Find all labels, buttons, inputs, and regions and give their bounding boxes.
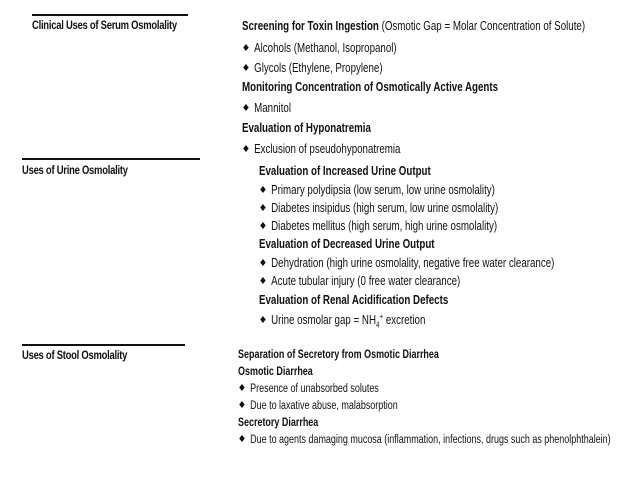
urine-bullet-osmolar-gap-suffix: excretion [383, 313, 426, 328]
urine-section-label: Uses of Urine Osmolality [22, 165, 128, 177]
stool-section-label: Uses of Stool Osmolality [22, 350, 128, 362]
urine-bullet-dehydration-text: Dehydration (high urine osmolality, negative free water clearance) [271, 256, 555, 270]
stool-heading-separation: Separation of Secretory from Osmotic Diarrhea [238, 349, 439, 361]
bullet-diamond-icon [260, 186, 266, 193]
urine-heading-increased: Evaluation of Increased Urine Output [259, 164, 431, 178]
bullet-diamond-icon [239, 435, 245, 442]
urine-bullet-polydipsia-text: Primary polydipsia (low serum, low urine osmolality) [271, 183, 495, 197]
urine-section-rule [22, 158, 200, 160]
serum-section-rule [32, 14, 188, 16]
urine-bullet-insipidus [261, 201, 498, 215]
stool-heading-osmotic: Osmotic Diarrhea [238, 366, 313, 378]
bullet-diamond-icon [260, 259, 266, 266]
urine-bullet-osmolar-gap-prefix: Urine osmolar gap = NH [271, 313, 377, 328]
urine-heading-decreased: Evaluation of Decreased Urine Output [259, 237, 435, 251]
urine-bullet-mellitus-text: Diabetes mellitus (high serum, high urine osmolality) [271, 219, 498, 233]
serum-heading-monitoring: Monitoring Concentration of Osmotically Active Agents [242, 80, 499, 94]
bullet-diamond-icon [260, 204, 266, 211]
stool-bullet-laxative-text: Due to laxative abuse, malabsorption [250, 400, 398, 412]
bullet-diamond-icon [260, 222, 266, 229]
stool-bullet-mucosa [240, 434, 611, 446]
urine-bullet-insipidus-text: Diabetes insipidus (high serum, low urine osmolality) [271, 201, 499, 215]
serum-bullet-alcohols [244, 41, 397, 55]
bullet-diamond-icon [239, 401, 245, 408]
bullet-diamond-icon [260, 316, 266, 323]
serum-heading-toxin-note: (Osmotic Gap = Molar Concentration of Solute) [381, 19, 586, 33]
bullet-diamond-icon [243, 104, 249, 111]
stool-bullet-unabsorbed [240, 383, 379, 395]
urine-bullet-dehydration [261, 256, 554, 270]
urine-bullet-osmolar-gap-sup: + [379, 312, 384, 321]
serum-bullet-mannitol-text: Mannitol [254, 101, 291, 115]
bullet-diamond-icon [243, 44, 249, 51]
urine-bullet-polydipsia [261, 183, 495, 197]
bullet-diamond-icon [243, 64, 249, 71]
stool-bullet-unabsorbed-text: Presence of unabsorbed solutes [250, 383, 379, 395]
bullet-diamond-icon [260, 277, 266, 284]
urine-bullet-osmolar-gap [261, 312, 425, 330]
serum-heading-hyponatremia: Evaluation of Hyponatremia [242, 121, 371, 135]
serum-bullet-alcohols-text: Alcohols (Methanol, Isopropanol) [254, 41, 397, 55]
bullet-diamond-icon [243, 145, 249, 152]
urine-bullet-mellitus [261, 219, 497, 233]
bullet-diamond-icon [239, 384, 245, 391]
serum-bullet-pseudo [244, 142, 400, 156]
serum-bullet-glycols-text: Glycols (Ethylene, Propylene) [254, 61, 383, 75]
serum-heading-toxin-title: Screening for Toxin Ingestion [242, 19, 379, 33]
serum-heading-toxin [242, 19, 585, 33]
stool-bullet-mucosa-text: Due to agents damaging mucosa (inflammation, infections, drugs such as phenolphthalein) [250, 434, 611, 446]
urine-bullet-osmolar-gap-sub: 4 [376, 320, 380, 330]
serum-section-label: Clinical Uses of Serum Osmolality [32, 20, 177, 32]
stool-section-rule [22, 344, 185, 346]
serum-bullet-mannitol [244, 101, 291, 115]
stool-bullet-laxative [240, 400, 398, 412]
urine-heading-acidification: Evaluation of Renal Acidification Defects [259, 293, 449, 307]
urine-bullet-tubular [261, 274, 460, 288]
serum-bullet-glycols [244, 61, 383, 75]
urine-bullet-tubular-text: Acute tubular injury (0 free water clearance) [271, 274, 461, 288]
serum-bullet-pseudo-text: Exclusion of pseudohyponatremia [254, 142, 401, 156]
stool-heading-secretory: Secretory Diarrhea [238, 417, 319, 429]
